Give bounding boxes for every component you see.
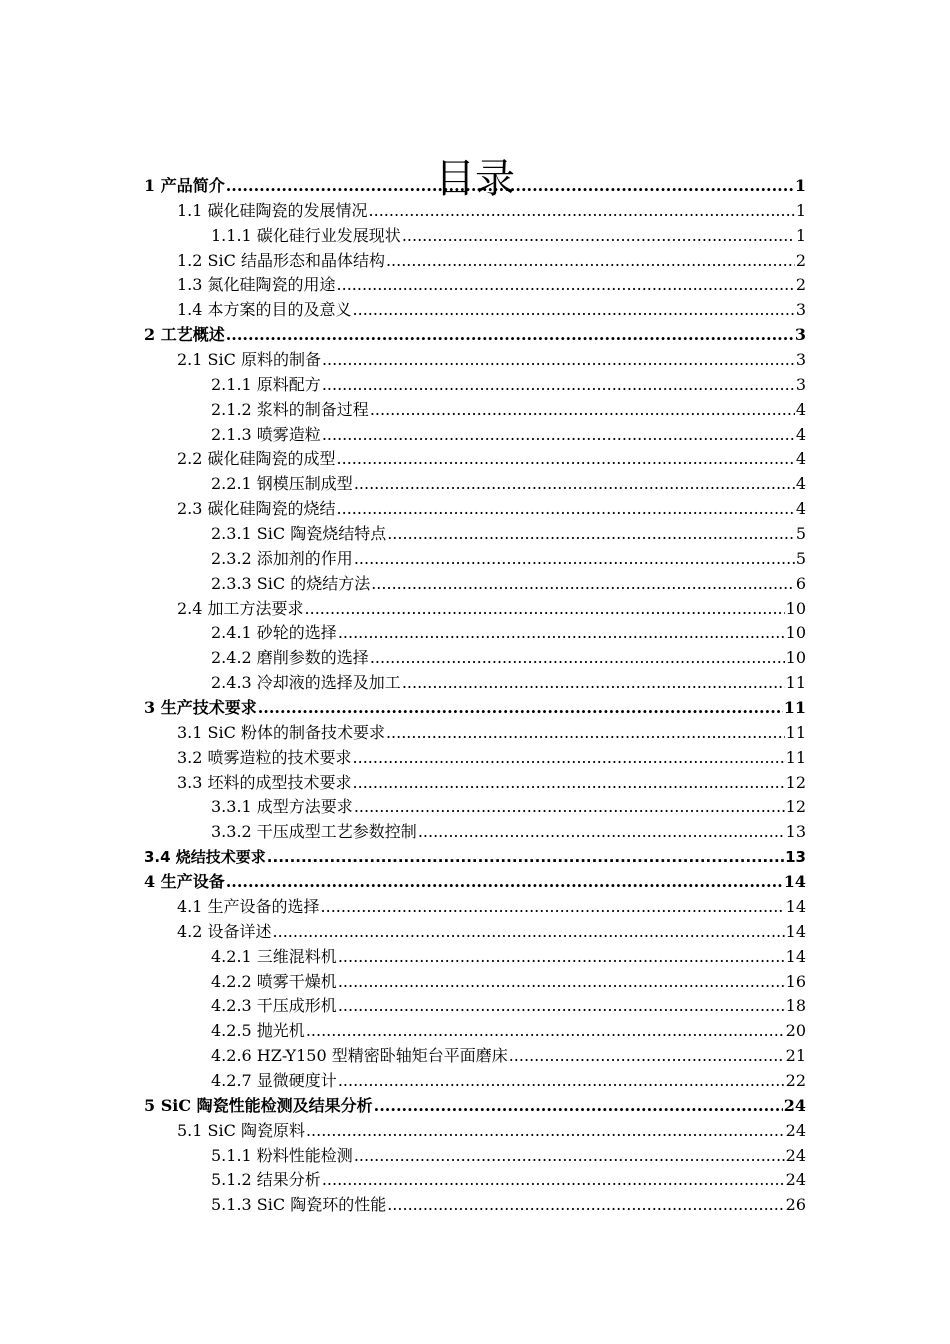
toc-entry[interactable] <box>0 199 950 224</box>
toc-entry-page-number: 4 <box>795 474 806 494</box>
toc-entry[interactable] <box>0 771 950 796</box>
toc-entry-label: 4.2.5 抛光机 <box>211 1021 305 1041</box>
toc-entry[interactable] <box>0 671 950 696</box>
toc-entry[interactable] <box>0 1069 950 1094</box>
toc-dot-leader <box>322 1168 785 1193</box>
toc-dot-leader <box>337 497 795 522</box>
toc-entry-page-number: 2 <box>795 275 806 295</box>
toc-dot-leader <box>402 224 795 249</box>
toc-dot-leader <box>258 696 783 721</box>
toc-dot-leader <box>338 970 785 995</box>
toc-entry-label: 3.3.1 成型方法要求 <box>211 797 353 817</box>
toc-dot-leader <box>370 646 785 671</box>
toc-entry[interactable] <box>0 298 950 323</box>
toc-entry-page-number: 10 <box>785 648 806 668</box>
toc-entry-page-number: 21 <box>785 1046 806 1066</box>
toc-entry-page-number: 22 <box>785 1070 806 1090</box>
toc-dot-leader <box>354 1144 785 1169</box>
toc-dot-leader <box>306 1119 785 1144</box>
toc-entry-page-number: 4 <box>795 399 806 419</box>
toc-entry-label: 2.4.1 砂轮的选择 <box>211 623 337 643</box>
toc-entry-label: 3.1 SiC 粉体的制备技术要求 <box>177 722 385 742</box>
toc-entry[interactable] <box>0 1119 950 1144</box>
toc-entry-label: 2.4.2 磨削参数的选择 <box>211 648 369 668</box>
toc-entry-page-number: 6 <box>795 573 806 593</box>
toc-entry[interactable] <box>0 224 950 249</box>
toc-entry-label: 4.1 生产设备的选择 <box>177 896 320 916</box>
toc-entry-page-number: 4 <box>795 449 806 469</box>
toc-dot-leader <box>267 845 784 870</box>
toc-entry-page-number: 5 <box>795 524 806 544</box>
toc-entry-page-number: 2 <box>795 250 806 270</box>
toc-dot-leader <box>338 945 785 970</box>
toc-dot-leader <box>371 572 795 597</box>
toc-entry[interactable] <box>0 1019 950 1044</box>
toc-entry-page-number: 12 <box>785 797 806 817</box>
toc-entry-page-number: 26 <box>785 1195 806 1215</box>
toc-entry-label: 2.1.3 喷雾造粒 <box>211 424 321 444</box>
toc-entry-page-number: 24 <box>785 1145 806 1165</box>
toc-entry[interactable] <box>0 845 950 870</box>
toc-dot-leader <box>370 398 795 423</box>
toc-entry[interactable] <box>0 423 950 448</box>
toc-entry-label: 2.2.1 钢模压制成型 <box>211 474 353 494</box>
toc-entry-label: 1 产品简介 <box>144 176 225 195</box>
toc-entry[interactable] <box>0 373 950 398</box>
toc-entry-label: 5.1.1 粉料性能检测 <box>211 1145 353 1165</box>
toc-entry-page-number: 14 <box>785 896 806 916</box>
toc-dot-leader <box>338 621 785 646</box>
toc-entry[interactable] <box>0 597 950 622</box>
toc-entry[interactable] <box>0 572 950 597</box>
toc-entry-page-number: 24 <box>785 1170 806 1190</box>
toc-entry[interactable] <box>0 547 950 572</box>
toc-entry-label: 3.3 坯料的成型技术要求 <box>177 772 352 792</box>
toc-entry-page-number: 14 <box>785 921 806 941</box>
toc-entry-page-number: 1 <box>795 225 806 245</box>
toc-entry-label: 2.3.2 添加剂的作用 <box>211 548 353 568</box>
toc-entry-page-number: 12 <box>785 772 806 792</box>
toc-entry[interactable] <box>0 820 950 845</box>
toc-entry-page-number: 20 <box>785 1021 806 1041</box>
toc-entry-label: 1.4 本方案的目的及意义 <box>177 300 352 320</box>
toc-entry-page-number: 13 <box>785 822 806 842</box>
toc-dot-leader <box>226 870 783 895</box>
toc-entry-label: 2.1.2 浆料的制备过程 <box>211 399 369 419</box>
toc-dot-leader <box>386 721 785 746</box>
toc-entry-page-number: 16 <box>785 971 806 991</box>
toc-dot-leader <box>306 1019 785 1044</box>
toc-entry-page-number: 4 <box>795 424 806 444</box>
toc-entry-page-number: 3 <box>794 325 806 345</box>
toc-entry[interactable] <box>0 696 950 721</box>
toc-entry-page-number: 14 <box>783 872 806 892</box>
toc-dot-leader <box>338 1069 785 1094</box>
toc-entry-label: 4 生产设备 <box>144 872 225 892</box>
toc-entry-page-number: 18 <box>785 996 806 1016</box>
toc-entry-label: 1.3 氮化硅陶瓷的用途 <box>177 275 336 295</box>
toc-entry-page-number: 11 <box>785 747 806 767</box>
toc-entry-label: 2.1.1 原料配方 <box>211 374 321 394</box>
toc-dot-leader <box>387 522 795 547</box>
toc-entry-label: 3.4 烧结技术要求 <box>144 848 266 867</box>
toc-dot-leader <box>369 199 795 224</box>
toc-dot-leader <box>353 746 785 771</box>
toc-entry[interactable] <box>0 249 950 274</box>
toc-entry[interactable] <box>0 920 950 945</box>
toc-entry-page-number: 11 <box>785 722 806 742</box>
toc-entry-label: 2.1 SiC 原料的制备 <box>177 350 321 370</box>
toc-entry-label: 5.1.2 结果分析 <box>211 1170 321 1190</box>
toc-entry-label: 5.1.3 SiC 陶瓷环的性能 <box>211 1195 387 1215</box>
toc-entry[interactable] <box>0 746 950 771</box>
toc-dot-leader <box>337 447 795 472</box>
toc-entry-page-number: 24 <box>785 1120 806 1140</box>
toc-dot-leader <box>418 820 785 845</box>
toc-entry[interactable] <box>0 447 950 472</box>
toc-entry-label: 2.3.1 SiC 陶瓷烧结特点 <box>211 524 387 544</box>
toc-entry-page-number: 3 <box>795 300 806 320</box>
toc-entry-page-number: 10 <box>785 598 806 618</box>
toc-entry[interactable] <box>0 1168 950 1193</box>
toc-entry[interactable] <box>0 273 950 298</box>
toc-entry-label: 4.2.6 HZ-Y150 型精密卧轴矩台平面磨床 <box>211 1046 508 1066</box>
toc-entry-label: 3.2 喷雾造粒的技术要求 <box>177 747 352 767</box>
toc-dot-leader <box>321 895 785 920</box>
toc-entry[interactable] <box>0 1144 950 1169</box>
toc-entry-label: 1.1 碳化硅陶瓷的发展情况 <box>177 200 368 220</box>
toc-entry-label: 2.2 碳化硅陶瓷的成型 <box>177 449 336 469</box>
toc-list <box>0 174 950 1218</box>
toc-entry[interactable] <box>0 323 950 348</box>
toc-dot-leader <box>402 671 785 696</box>
toc-title: 目录 <box>435 155 515 202</box>
toc-dot-leader <box>338 994 785 1019</box>
toc-entry[interactable] <box>0 348 950 373</box>
toc-entry[interactable] <box>0 472 950 497</box>
toc-entry[interactable] <box>0 621 950 646</box>
toc-entry[interactable] <box>0 1193 950 1218</box>
toc-dot-leader <box>509 1044 785 1069</box>
toc-dot-leader <box>273 920 785 945</box>
toc-dot-leader <box>386 249 795 274</box>
toc-entry[interactable] <box>0 1094 950 1119</box>
toc-entry-label: 2.4.3 冷却液的选择及加工 <box>211 673 401 693</box>
toc-dot-leader <box>374 1094 783 1119</box>
toc-dot-leader <box>322 423 795 448</box>
toc-entry-page-number: 3 <box>795 350 806 370</box>
toc-entry[interactable] <box>0 721 950 746</box>
toc-dot-leader <box>354 547 795 572</box>
toc-entry-label: 3 生产技术要求 <box>144 698 257 718</box>
toc-entry[interactable] <box>0 870 950 895</box>
toc-dot-leader <box>353 771 785 796</box>
toc-entry-label: 5.1 SiC 陶瓷原料 <box>177 1120 305 1140</box>
toc-entry[interactable] <box>0 994 950 1019</box>
toc-entry-page-number: 11 <box>785 673 806 693</box>
toc-entry-label: 2.3 碳化硅陶瓷的烧结 <box>177 499 336 519</box>
toc-dot-leader <box>322 373 795 398</box>
toc-dot-leader <box>354 472 795 497</box>
toc-entry[interactable] <box>0 895 950 920</box>
toc-entry[interactable] <box>0 945 950 970</box>
toc-entry-label: 1.2 SiC 结晶形态和晶体结构 <box>177 250 385 270</box>
toc-entry[interactable] <box>0 497 950 522</box>
toc-entry-page-number: 4 <box>795 499 806 519</box>
toc-entry-page-number: 10 <box>785 623 806 643</box>
toc-dot-leader <box>322 348 795 373</box>
toc-entry-page-number: 14 <box>785 946 806 966</box>
toc-dot-leader <box>353 298 795 323</box>
toc-entry-label: 1.1.1 碳化硅行业发展现状 <box>211 225 401 245</box>
toc-dot-leader <box>305 597 785 622</box>
toc-dot-leader <box>226 323 794 348</box>
toc-entry[interactable] <box>0 522 950 547</box>
toc-entry-label: 2.3.3 SiC 的烧结方法 <box>211 573 371 593</box>
toc-entry-page-number: 1 <box>795 200 806 220</box>
toc-entry-page-number: 11 <box>783 698 806 718</box>
toc-entry[interactable] <box>0 795 950 820</box>
toc-entry-label: 2 工艺概述 <box>144 325 225 345</box>
toc-entry-page-number: 24 <box>783 1095 806 1115</box>
toc-dot-leader <box>226 174 794 199</box>
toc-entry[interactable] <box>0 398 950 423</box>
toc-dot-leader <box>387 1193 784 1218</box>
toc-entry[interactable] <box>0 174 950 199</box>
toc-entry-page-number: 13 <box>785 848 806 867</box>
toc-entry[interactable] <box>0 970 950 995</box>
toc-entry-label: 4.2 设备详述 <box>177 921 272 941</box>
toc-dot-leader <box>337 273 795 298</box>
toc-entry-page-number: 3 <box>795 374 806 394</box>
toc-entry-label: 4.2.2 喷雾干燥机 <box>211 971 337 991</box>
toc-entry-label: 3.3.2 干压成型工艺参数控制 <box>211 822 417 842</box>
toc-entry[interactable] <box>0 646 950 671</box>
toc-entry[interactable] <box>0 1044 950 1069</box>
toc-entry-page-number: 5 <box>795 548 806 568</box>
toc-entry-label: 4.2.3 干压成形机 <box>211 996 337 1016</box>
toc-entry-page-number: 1 <box>794 176 806 195</box>
toc-dot-leader <box>354 795 785 820</box>
toc-entry-label: 2.4 加工方法要求 <box>177 598 304 618</box>
toc-entry-label: 4.2.1 三维混料机 <box>211 946 337 966</box>
toc-entry-label: 5 SiC 陶瓷性能检测及结果分析 <box>144 1095 373 1115</box>
toc-entry-label: 4.2.7 显微硬度计 <box>211 1070 337 1090</box>
